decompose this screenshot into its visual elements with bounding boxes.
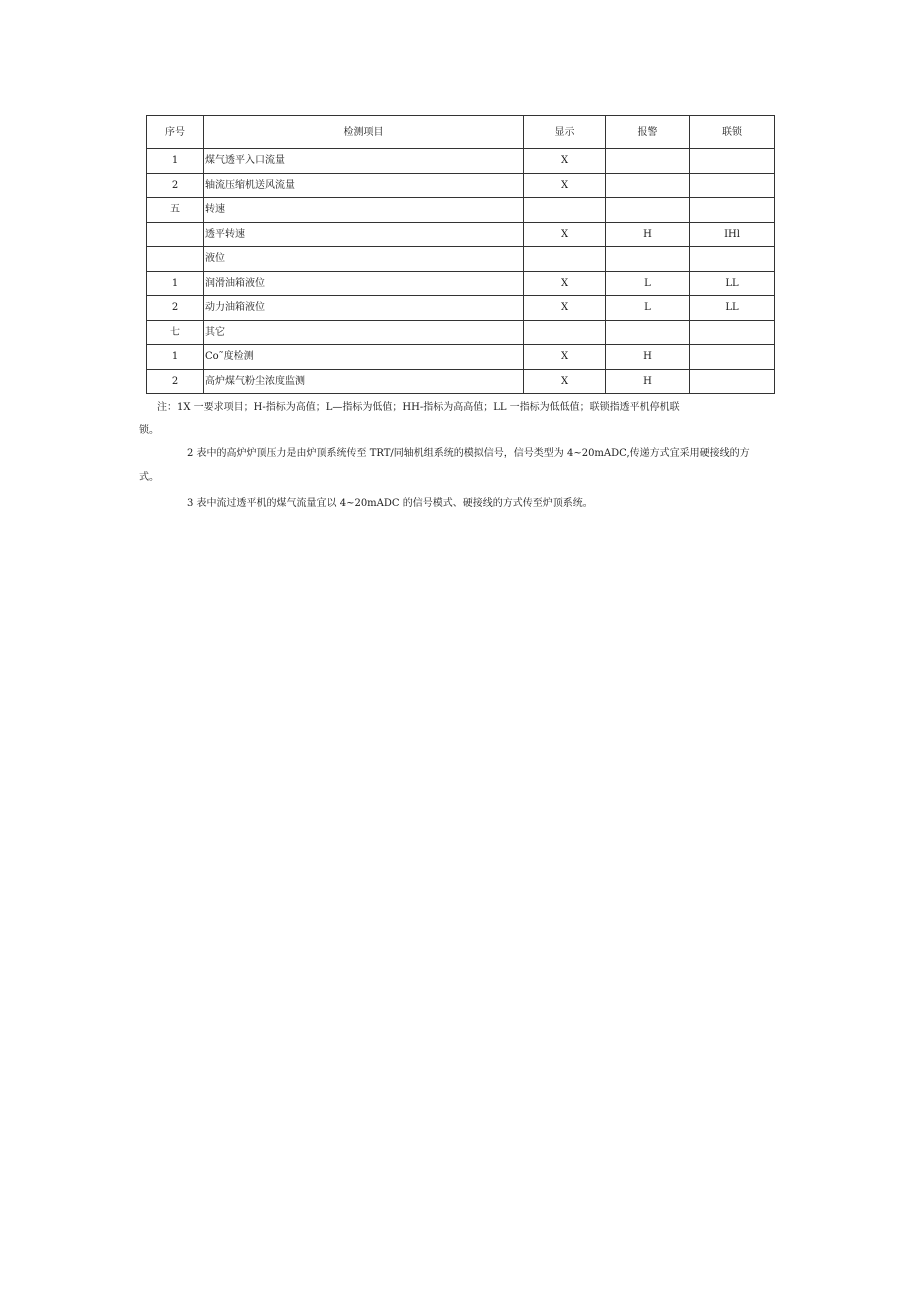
cell-alarm: L <box>606 271 690 296</box>
cell-index <box>147 222 204 247</box>
cell-index: 2 <box>147 369 204 394</box>
cell-item: 动力油箱液位 <box>204 296 524 321</box>
cell-alarm: L <box>606 296 690 321</box>
cell-display: X <box>524 296 606 321</box>
table-row <box>147 222 775 247</box>
note-1-line-1: 注：1X 一要求项目；H-指标为高值；L—指标为低值；HH-指标为高高值；LL 一指标为低低值；联锁指透平机停机联 <box>157 402 680 413</box>
cell-alarm <box>606 173 690 198</box>
table-row <box>147 149 775 174</box>
table-row <box>147 271 775 296</box>
cell-interlock <box>690 320 775 345</box>
cell-interlock <box>690 198 775 223</box>
cell-interlock: LL <box>690 271 775 296</box>
cell-display: X <box>524 271 606 296</box>
cell-interlock <box>690 149 775 174</box>
header-index: 序号 <box>147 116 204 149</box>
cell-interlock: LL <box>690 296 775 321</box>
cell-index: 1 <box>147 345 204 370</box>
cell-index: 1 <box>147 149 204 174</box>
table-body <box>147 149 775 394</box>
cell-interlock <box>690 247 775 272</box>
cell-display <box>524 320 606 345</box>
cell-index <box>147 247 204 272</box>
cell-index: 2 <box>147 296 204 321</box>
detection-items-table <box>146 115 775 394</box>
cell-index: 七 <box>147 320 204 345</box>
header-alarm: 报警 <box>606 116 690 149</box>
table-row <box>147 198 775 223</box>
table-row <box>147 369 775 394</box>
table-row <box>147 247 775 272</box>
cell-item: Co˜度检测 <box>204 345 524 370</box>
header-item: 检测项目 <box>204 116 524 149</box>
cell-item: 透平转速 <box>204 222 524 247</box>
cell-interlock <box>690 369 775 394</box>
note-3: 3 表中流过透平机的煤气流量宜以 4~20mADC 的信号模式、硬接线的方式传至炉顶系统。 <box>187 498 593 509</box>
cell-display: X <box>524 149 606 174</box>
cell-item: 其它 <box>204 320 524 345</box>
cell-index: 2 <box>147 173 204 198</box>
cell-display <box>524 198 606 223</box>
cell-alarm: H <box>606 345 690 370</box>
cell-display: X <box>524 222 606 247</box>
cell-alarm: H <box>606 222 690 247</box>
table-row <box>147 345 775 370</box>
header-interlock: 联锁 <box>690 116 775 149</box>
cell-alarm <box>606 320 690 345</box>
cell-item: 转速 <box>204 198 524 223</box>
cell-display: X <box>524 345 606 370</box>
cell-alarm <box>606 149 690 174</box>
cell-item: 高炉煤气粉尘浓度监测 <box>204 369 524 394</box>
table-row <box>147 296 775 321</box>
table-row <box>147 173 775 198</box>
cell-display: X <box>524 173 606 198</box>
cell-item: 润滑油箱液位 <box>204 271 524 296</box>
cell-alarm <box>606 247 690 272</box>
note-2-line-1: 2 表中的高炉炉顶压力是由炉顶系统传至 TRT/同轴机组系统的模拟信号，信号类型为 4~20mADC,传递方式宜采用硬接线的方 <box>187 448 750 459</box>
cell-display <box>524 247 606 272</box>
cell-interlock: IHl <box>690 222 775 247</box>
cell-interlock <box>690 173 775 198</box>
cell-index: 1 <box>147 271 204 296</box>
cell-alarm <box>606 198 690 223</box>
table-header-row <box>147 116 775 149</box>
header-display: 显示 <box>524 116 606 149</box>
cell-interlock <box>690 345 775 370</box>
cell-display: X <box>524 369 606 394</box>
note-1-line-2: 锁。 <box>139 425 159 436</box>
cell-index: 五 <box>147 198 204 223</box>
cell-alarm: H <box>606 369 690 394</box>
table-row <box>147 320 775 345</box>
cell-item: 轴流压缩机送风流量 <box>204 173 524 198</box>
cell-item: 液位 <box>204 247 524 272</box>
note-2-line-2: 式。 <box>139 472 159 483</box>
cell-item: 煤气透平入口流量 <box>204 149 524 174</box>
